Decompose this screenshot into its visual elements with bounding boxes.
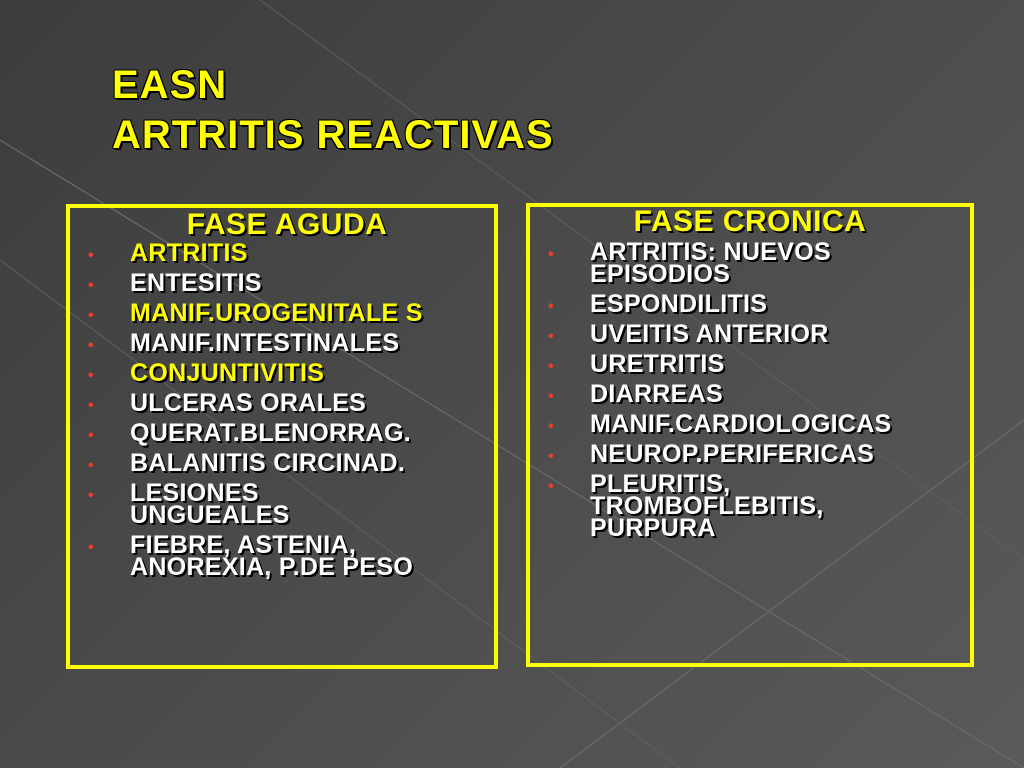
bullet-icon: • bbox=[88, 247, 94, 264]
bullet-icon: • bbox=[548, 328, 554, 345]
bullet-icon: • bbox=[548, 246, 554, 263]
bullet-icon: • bbox=[88, 539, 94, 556]
list-item: • DIARREAS bbox=[548, 380, 723, 408]
bullet-icon: • bbox=[548, 448, 554, 465]
bullet-icon: • bbox=[88, 427, 94, 444]
bullet-icon: • bbox=[88, 337, 94, 354]
list-item: • CONJUNTIVITIS bbox=[88, 359, 325, 387]
bullet-icon: • bbox=[88, 367, 94, 384]
list-item: • ESPONDILITIS bbox=[548, 290, 768, 318]
title-line-1: EASN bbox=[112, 63, 228, 107]
title-line-2: ARTRITIS REACTIVAS bbox=[112, 113, 554, 157]
list-item: • MANIF.INTESTINALES bbox=[88, 329, 400, 357]
bullet-icon: • bbox=[88, 487, 94, 504]
bullet-icon: • bbox=[88, 397, 94, 414]
list-item: • QUERAT.BLENORRAG. bbox=[88, 419, 412, 447]
list-item: • ENTESITIS bbox=[88, 269, 262, 297]
list-item: • FIEBRE, ASTENIA, ANOREXIA, P.DE PESO bbox=[88, 531, 414, 581]
list-item: • ULCERAS ORALES bbox=[88, 389, 367, 417]
list-item: • MANIF.CARDIOLOGICAS bbox=[548, 410, 892, 438]
bullet-icon: • bbox=[88, 457, 94, 474]
list-item: • BALANITIS CIRCINAD. bbox=[88, 449, 406, 477]
list-item: • URETRITIS bbox=[548, 350, 725, 378]
bullet-icon: • bbox=[88, 307, 94, 324]
panel-heading-fase-aguda: FASE AGUDA bbox=[186, 208, 388, 241]
panel-fase-cronica bbox=[526, 203, 974, 667]
list-item: • LESIONES UNGUEALES bbox=[88, 479, 290, 529]
list-fase-cronica bbox=[548, 238, 970, 542]
bullet-icon: • bbox=[548, 478, 554, 495]
panel-fase-aguda bbox=[66, 204, 498, 669]
list-fase-aguda bbox=[88, 239, 494, 581]
bullet-icon: • bbox=[548, 418, 554, 435]
list-item: • UVEITIS ANTERIOR bbox=[548, 320, 829, 348]
list-item: • ARTRITIS bbox=[88, 239, 248, 267]
list-item: • PLEURITIS, TROMBOFLEBITIS, PURPURA bbox=[548, 470, 824, 542]
bullet-icon: • bbox=[548, 388, 554, 405]
bullet-icon: • bbox=[88, 277, 94, 294]
slide-title bbox=[112, 60, 554, 160]
list-item: • NEUROP.PERIFERICAS bbox=[548, 440, 875, 468]
bullet-icon: • bbox=[548, 298, 554, 315]
panel-heading-fase-cronica: FASE CRONICA bbox=[633, 205, 867, 238]
list-item: • ARTRITIS: NUEVOS EPISODIOS bbox=[548, 238, 831, 288]
bullet-icon: • bbox=[548, 358, 554, 375]
list-item: • MANIF.UROGENITALE S bbox=[88, 299, 423, 327]
